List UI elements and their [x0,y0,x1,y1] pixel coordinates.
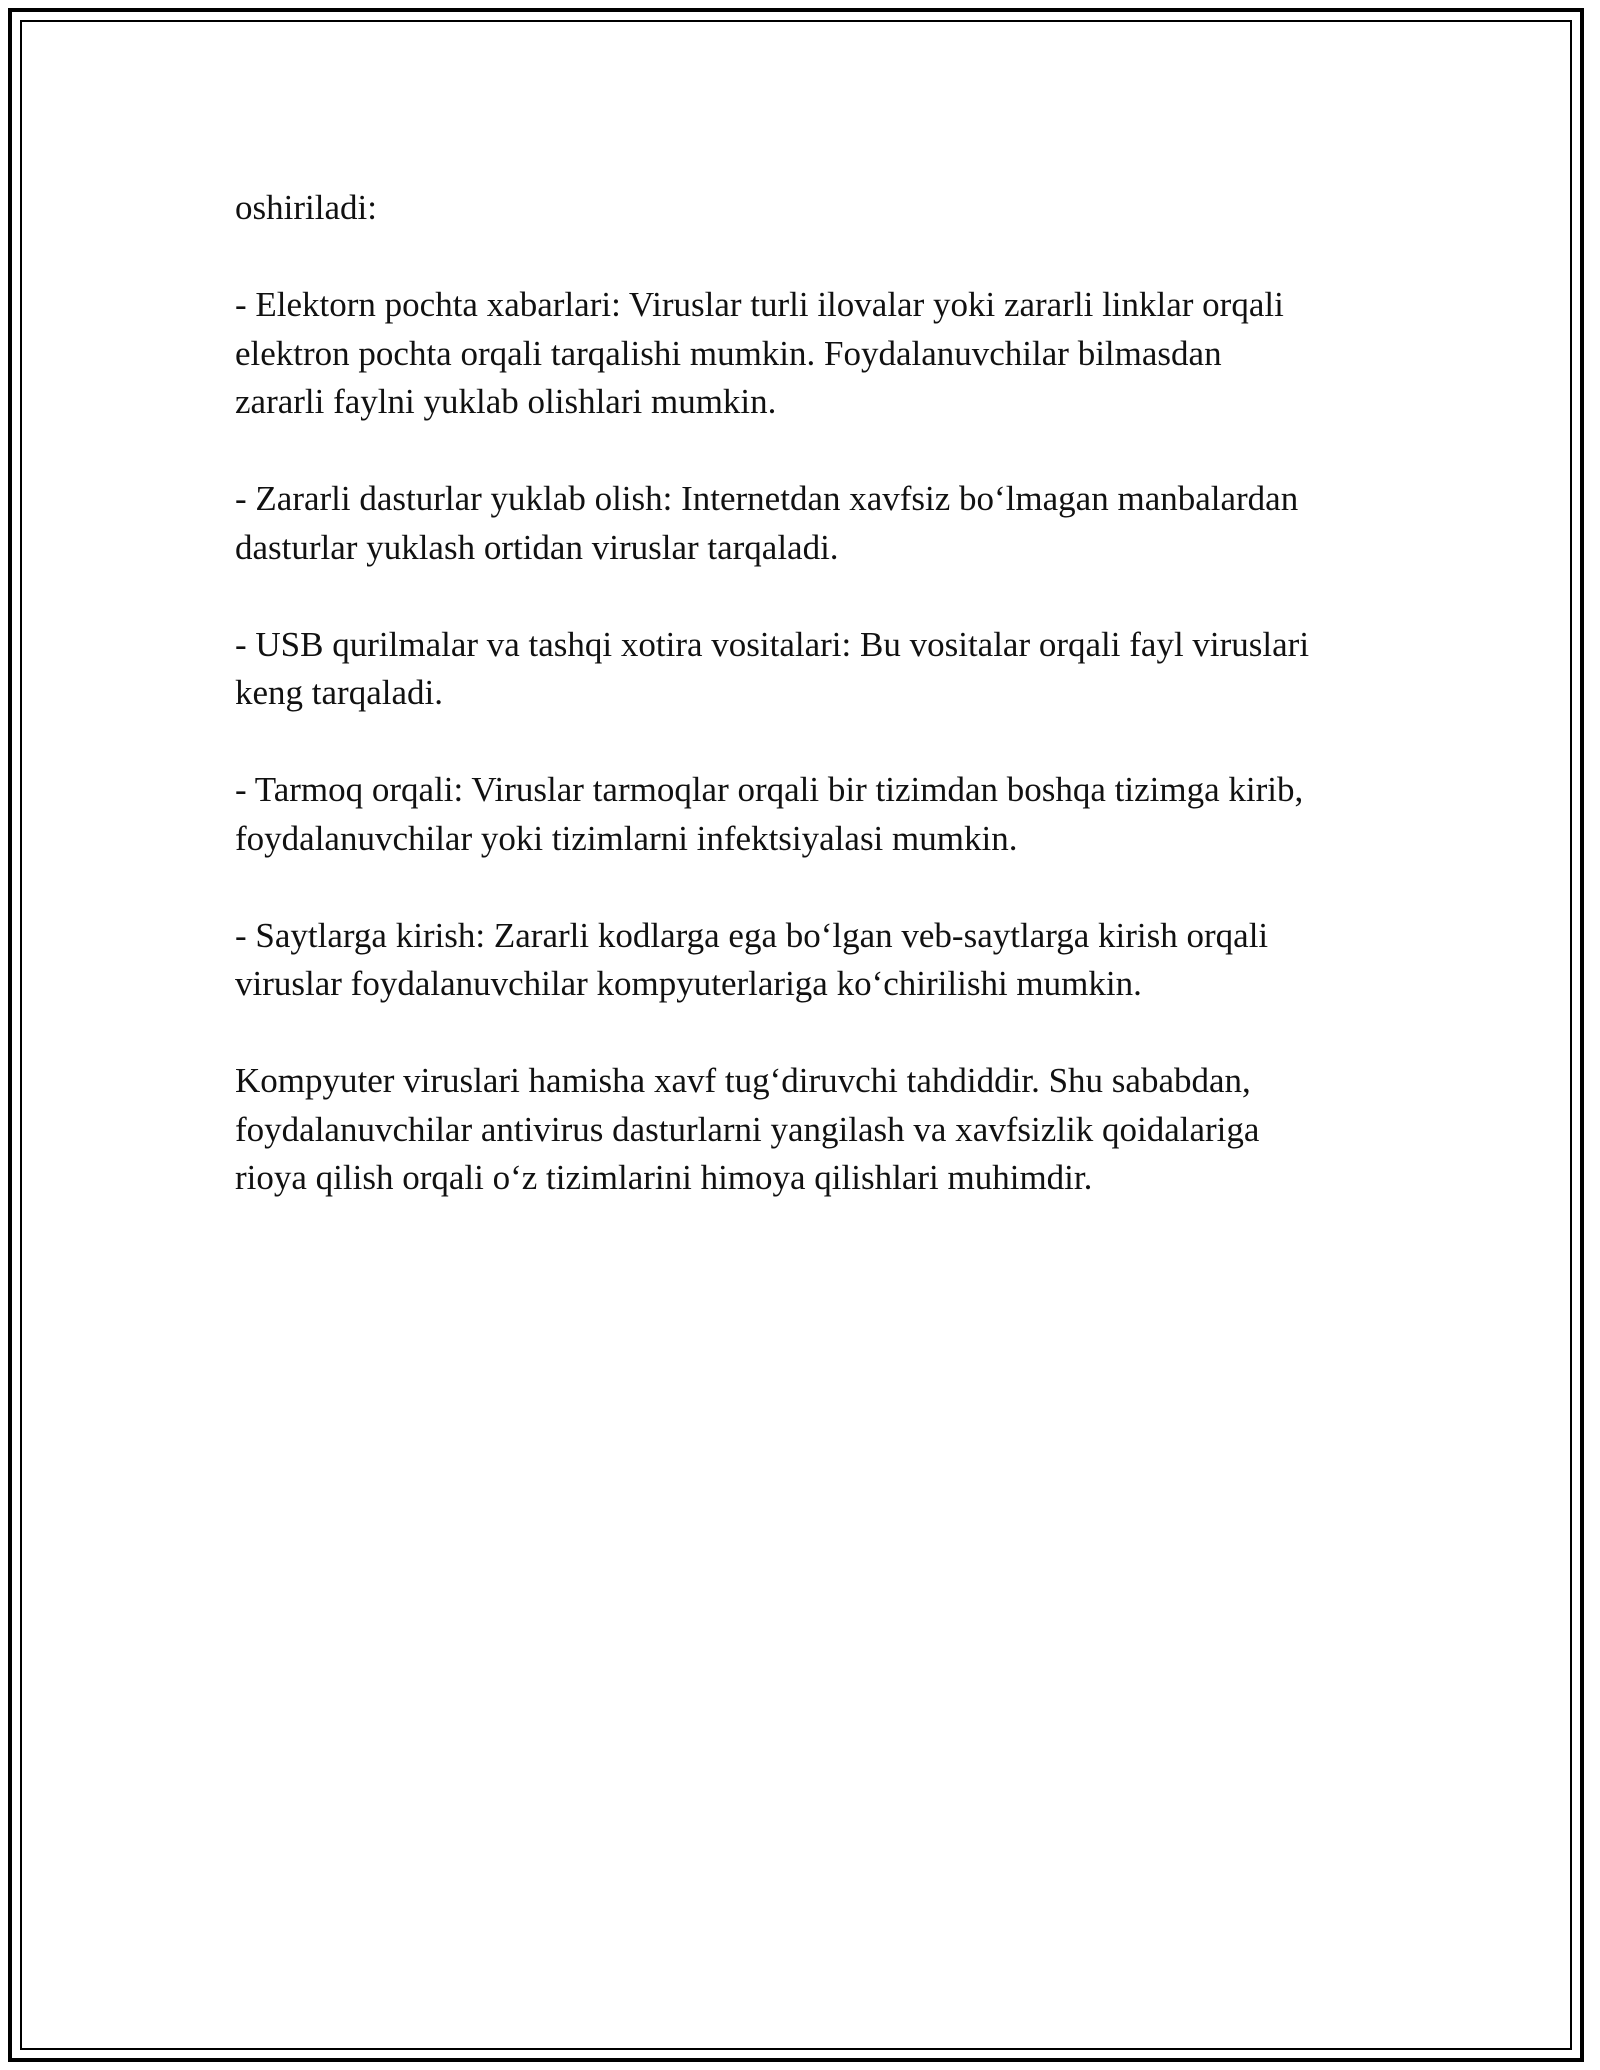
text-line: foydalanuvchilar yoki tizimlarni infektsiyalasi mumkin. [235,818,1018,858]
text-line: - Tarmoq orqali: Viruslar tarmoqlar orqali bir tizimdan boshqa tizimga kirib, [235,770,1304,809]
paragraph-conclusion [235,1057,1395,1203]
paragraph-network [235,766,1395,863]
paragraph-email [235,281,1395,427]
text-line: - Zararli dasturlar yuklab olish: Internetdan xavfsiz bo‘lmagan manbalardan [235,479,1299,518]
text-line: keng tarqaladi. [235,673,443,712]
text-line: zararli faylni yuklab olishlari mumkin. [235,382,777,421]
paragraph-usb [235,621,1395,718]
text-line: elektron pochta orqali tarqalishi mumkin. Foydalanuvchilar bilmasdan [235,333,1222,373]
text-line: - Elektorn pochta xabarlari: Viruslar turli ilovalar yoki zararli linklar orqali [235,285,1284,324]
text-line: - USB qurilmalar va tashqi xotira vositalari: Bu vositalar orqali fayl viruslari [235,624,1310,664]
text-line: foydalanuvchilar antivirus dasturlarni yangilash va xavfsizlik qoidalariga [235,1109,1260,1149]
text-line: Kompyuter viruslari hamisha xavf tug‘diruvchi tahdiddir. Shu sababdan, [235,1061,1251,1100]
text-line: oshiriladi: [235,188,377,227]
text-line: viruslar foydalanuvchilar kompyuterlariga ko‘chirilishi mumkin. [235,964,1142,1003]
paragraph-downloads [235,475,1395,572]
text-line: - Saytlarga kirish: Zararli kodlarga ega bo‘lgan veb-saytlarga kirish orqali [235,915,1269,955]
text-line: rioya qilish orqali o‘z tizimlarini himoya qilishlari muhimdir. [235,1158,1093,1197]
paragraph-websites [235,912,1395,1009]
paragraph-intro [235,184,1395,233]
document-body [235,184,1395,1251]
text-line: dasturlar yuklash ortidan viruslar tarqaladi. [235,527,839,567]
